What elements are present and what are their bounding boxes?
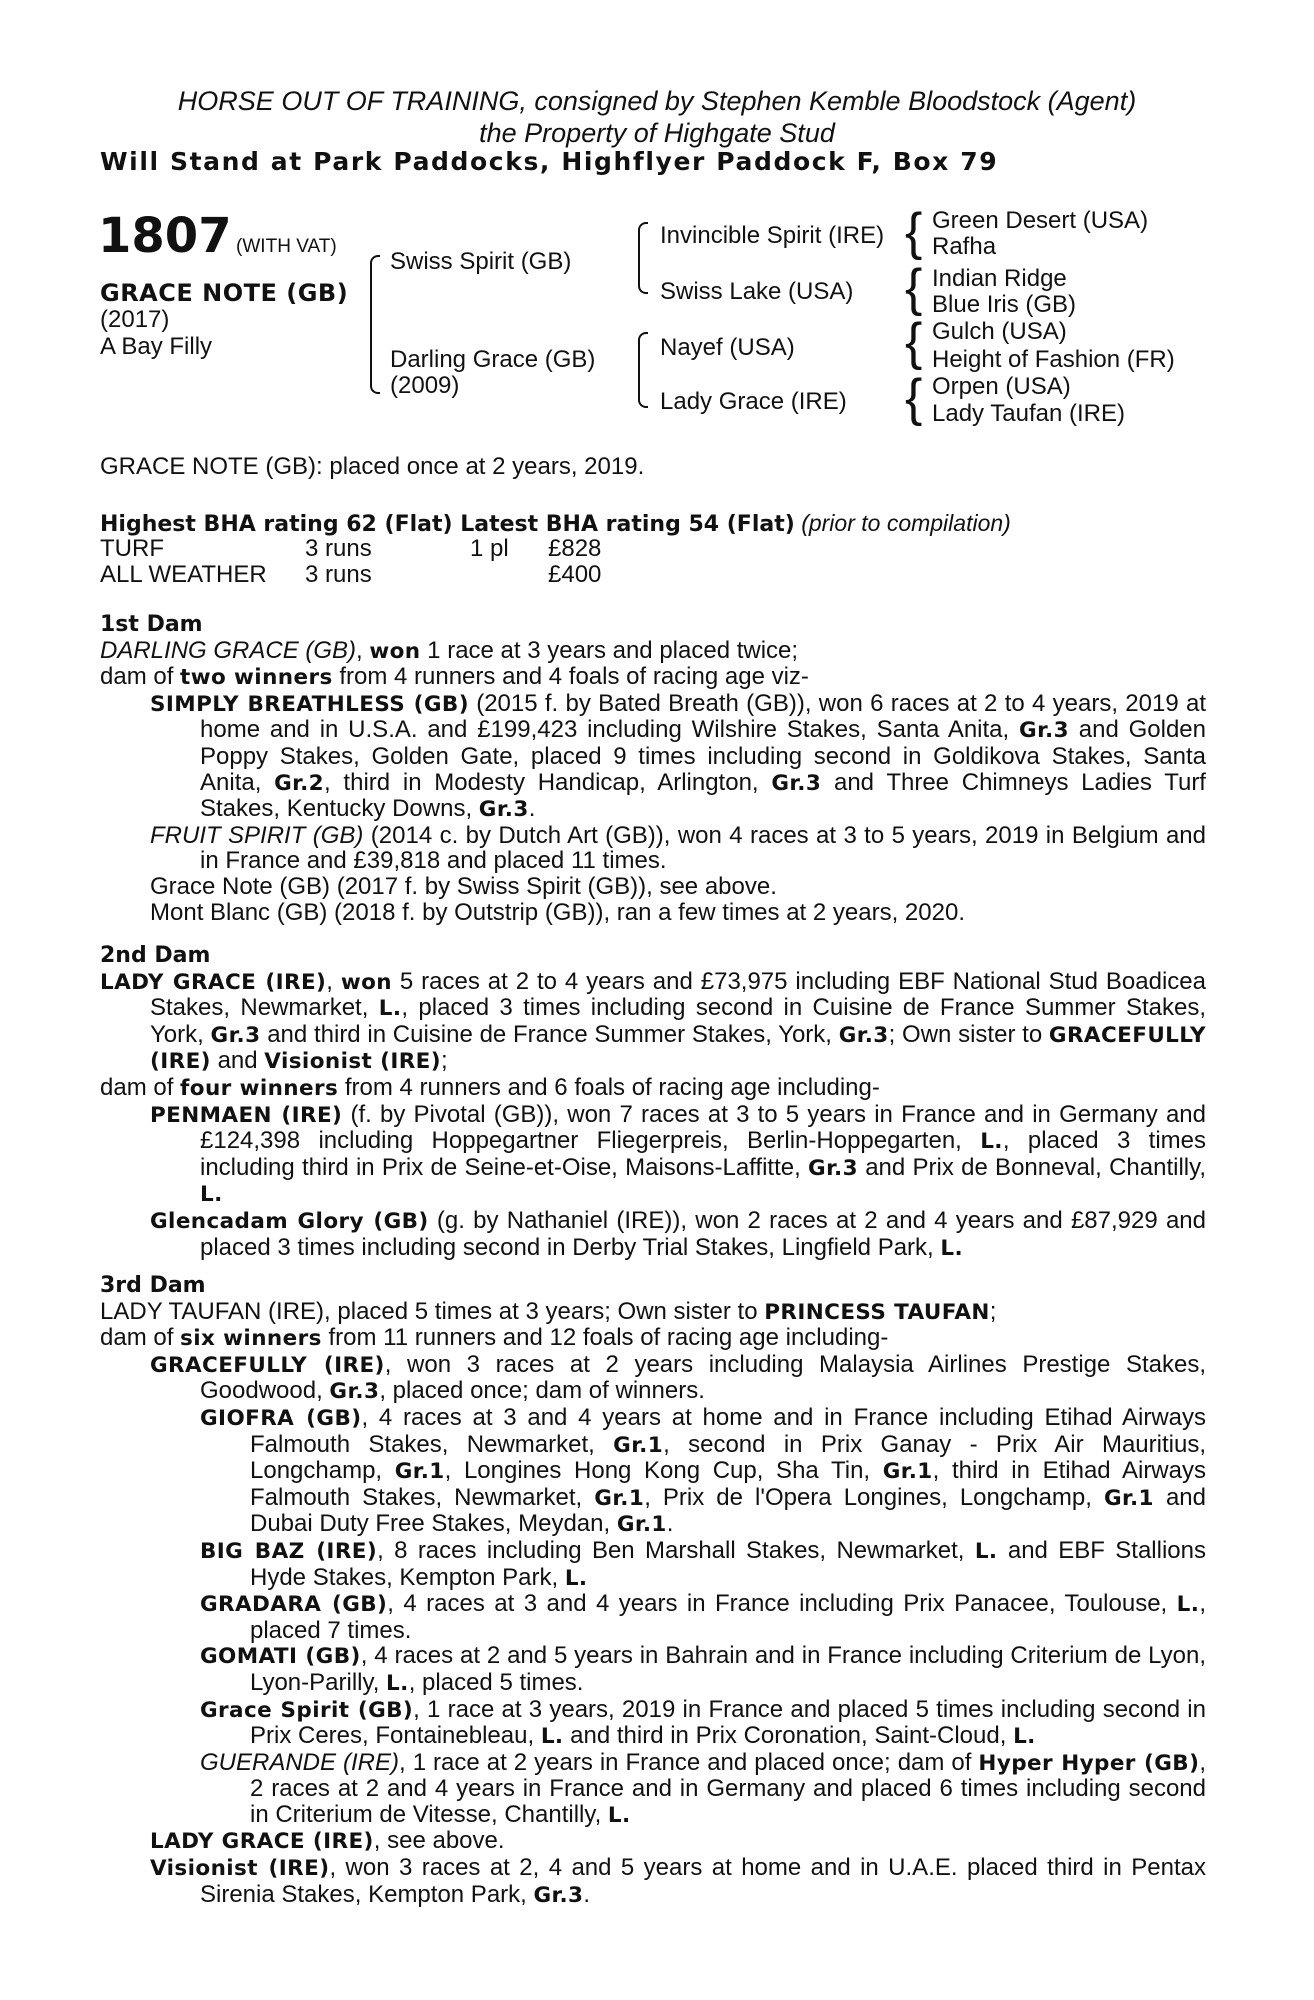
text: , 4 races at 3 and 4 years in France including Prix Panacee, Toulouse,: [387, 1590, 1177, 1618]
text: , placed once; dam of winners.: [379, 1377, 705, 1405]
grade: L.: [386, 1670, 409, 1696]
produce-entry: Mont Blanc (GB) (2018 f. by Outstrip (GB)), ran a few times at 2 years, 2020.: [150, 898, 965, 926]
text: , won 3 races at 2 years including Malaysia Airlines Prestige Stakes, Goodwood,: [200, 1350, 1206, 1405]
pedigree-brace: {: [905, 259, 923, 317]
text: .: [528, 795, 536, 823]
produce-name: FRUIT SPIRIT (GB): [150, 821, 364, 849]
text: , third in Modesty Handicap, Arlington,: [324, 768, 772, 796]
produce-entry: [150, 1352, 1206, 1405]
produce-name: BIG BAZ (IRE): [200, 1538, 378, 1564]
text: , 4 races at 2 and 5 years in Bahrain and in France including Criterium de Lyon, Lyon-Parilly,: [250, 1642, 1206, 1696]
second-dam-section: [100, 943, 1206, 1261]
text: (2014 c. by Dutch Art (GB)), won 4 races at 3 to 5 years, 2019 in Belgium and in France and £39,818 and placed 11 times.: [200, 821, 1206, 875]
pedigree-dam: Darling Grace (GB): [390, 346, 596, 373]
grade: L.: [1013, 1724, 1036, 1750]
grade: L.: [564, 1565, 588, 1591]
grade: Gr.1: [594, 1485, 645, 1511]
pedigree-gen3: Gulch (USA): [932, 318, 1067, 345]
bha-rating-text: Highest BHA rating 62 (Flat) Latest BHA rating 54 (Flat): [100, 512, 795, 537]
text: LADY TAUFAN (IRE), placed 5 times at 3 years; Own sister to: [100, 1297, 765, 1325]
third-dam-produce-intro: [100, 1325, 1206, 1352]
grade: L.: [200, 1182, 223, 1208]
first-dam-record: [100, 638, 1206, 665]
grade: Gr.3: [478, 797, 529, 823]
pedigree-gen3: Blue Iris (GB): [932, 291, 1077, 318]
text: .: [583, 1880, 591, 1908]
second-dam-heading: 2nd Dam: [100, 943, 211, 968]
bha-rating: [100, 510, 1011, 537]
first-dam-section: [100, 612, 1206, 925]
grade: L.: [540, 1724, 564, 1750]
vat-label: (WITH VAT): [236, 236, 337, 257]
text: , placed 3 times including second in Cuisine de France Summer Stakes, York,: [150, 994, 1206, 1048]
grand-produce-entry: [200, 1750, 1206, 1829]
runs-placed: 1 pl: [470, 535, 509, 562]
grade: Gr.2: [274, 770, 325, 796]
grade: Gr.1: [616, 1512, 667, 1538]
header-property: the Property of Highgate Stud: [479, 118, 835, 148]
text: and Prix de Bonneval, Chantilly,: [857, 1153, 1206, 1181]
winners-count: six winners: [180, 1326, 322, 1352]
grade: Gr.1: [882, 1459, 933, 1485]
pedigree-gen3: Indian Ridge: [932, 265, 1067, 292]
text: , won 3 races at 2, 4 and 5 years at home and in U.A.E. placed third in Pentax Sirenia Stakes, Kempton Park,: [200, 1854, 1206, 1908]
text: , Prix de l'Opera Longines, Longchamp,: [644, 1483, 1104, 1511]
pedigree-gen3: Lady Taufan (IRE): [932, 400, 1125, 427]
grade: Gr.3: [210, 1022, 261, 1048]
grade: Gr.3: [771, 770, 822, 796]
text: and Three Chimneys Ladies Turf Stakes, Kentucky Downs,: [200, 768, 1206, 823]
header-consignor: HORSE OUT OF TRAINING, consigned by Stephen Kemble Bloodstock (Agent): [177, 86, 1137, 116]
produce-entry: [150, 1855, 1206, 1908]
text: and Dubai Duty Free Stakes, Meydan,: [250, 1483, 1206, 1538]
pedigree-brace: {: [905, 203, 923, 261]
bha-rating-note: (prior to compilation): [801, 510, 1011, 536]
third-dam-heading: 3rd Dam: [100, 1273, 206, 1298]
text: , 4 races at 3 and 4 years at home and in France including Etihad Airways Falmouth Stakes, Newmarket,: [250, 1403, 1206, 1458]
grade: L.: [1176, 1592, 1200, 1618]
text: dam of: [100, 1324, 181, 1352]
text: ; Own sister to: [888, 1020, 1049, 1048]
pedigree-dam-year: (2009): [390, 372, 460, 399]
grade: Gr.1: [613, 1432, 664, 1458]
text: , 1 race at 3 years, 2019 in France and placed 5 times including second in Prix Ceres, Fontainebleau,: [250, 1695, 1206, 1750]
produce-name: GUERANDE (IRE): [200, 1748, 400, 1776]
produce-entry: [150, 1208, 1206, 1261]
text: and third in Cuisine de France Summer Stakes, York,: [260, 1020, 839, 1048]
produce-name: LADY GRACE (IRE): [150, 1829, 374, 1855]
grade: Gr.1: [1103, 1485, 1154, 1511]
second-dam-record: LADY GRACE (IRE), won 5 races at 2 to 4 years and £73,975 including EBF National Stud Boadicea Stakes, Newmarket, L., placed 3 times including second in Cuisine de France Summer Stakes, York, Gr.3 and third in Cuisine de France Summer Stakes, York, Gr.3; Own sister to GRACEFULLY (IRE) and Visionist (IRE);: [100, 967, 1206, 1075]
text: , 2 races at 2 and 4 years in France and in Germany and placed 6 times including second in Criterium de Vitesse, Chantilly,: [250, 1748, 1206, 1828]
dam-name: LADY GRACE (IRE): [100, 969, 327, 995]
horse-description: A Bay Filly: [100, 333, 213, 360]
grade: Gr.3: [808, 1155, 858, 1181]
grade: Gr.3: [1019, 718, 1069, 744]
third-dam-section: [100, 1273, 1206, 1908]
text: (2015 f. by Bated Breath (GB)), won 6 races at 2 to 4 years, 2019 at home and in U.S.A. and £199,423 including Wilshire Stakes, Santa Anita,: [200, 689, 1206, 744]
produce-entry: [150, 691, 1206, 823]
grade: Gr.3: [838, 1022, 889, 1048]
grade: L.: [378, 996, 402, 1022]
text: , placed 3 times including third in Prix de Seine-et-Oise, Maisons-Laffitte,: [200, 1127, 1207, 1181]
grade: Gr.1: [394, 1459, 445, 1485]
pedigree-dam-dam: Lady Grace (IRE): [660, 388, 847, 415]
header-location: Will Stand at Park Paddocks, Highflyer Paddock F, Box 79: [100, 147, 999, 176]
grand-produce-entry: [200, 1405, 1206, 1538]
grand-produce-entry: [200, 1643, 1206, 1696]
text: and third in Prix Coronation, Saint-Cloud,: [563, 1722, 1014, 1750]
produce-name: Visionist (IRE): [150, 1856, 330, 1882]
runs-count: 3 runs: [305, 561, 372, 588]
text: , second in Prix Ganay - Prix Air Mauritius, Longchamp,: [250, 1430, 1206, 1485]
text: from 4 runners and 6 foals of racing age including-: [338, 1073, 880, 1101]
runs-earnings: £400: [548, 561, 602, 588]
text: and Golden Poppy Stakes, Golden Gate, placed 9 times including second in Goldikova Stakes, Santa Anita,: [200, 716, 1206, 796]
produce-entry: Grace Note (GB) (2017 f. by Swiss Spirit (GB)), see above.: [150, 872, 777, 900]
produce-name: Hyper Hyper (GB): [978, 1750, 1200, 1776]
pedigree-sire-dam: Swiss Lake (USA): [660, 278, 854, 305]
pedigree-bracket: [638, 222, 648, 294]
text: , Longines Hong Kong Cup, Sha Tin,: [444, 1457, 883, 1485]
grade: L.: [607, 1802, 631, 1828]
produce-entry: [150, 1102, 1206, 1208]
first-dam-heading: 1st Dam: [100, 612, 203, 637]
text: , placed 7 times.: [250, 1590, 1206, 1644]
text: , 8 races including Ben Marshall Stakes, Newmarket,: [377, 1536, 975, 1564]
text: 5 races at 2 to 4 years and £73,975 including EBF National Stud Boadicea Stakes, Newmarket,: [150, 967, 1206, 1022]
lot-number-row: [98, 208, 337, 264]
runs-count: 3 runs: [305, 535, 372, 562]
sister-name: PRINCESS TAUFAN: [764, 1299, 990, 1325]
produce-entry: [150, 823, 1206, 874]
text: .: [666, 1510, 674, 1538]
produce-name: PENMAEN (IRE): [150, 1102, 343, 1128]
text: ,: [356, 636, 370, 664]
produce-name: Grace Spirit (GB): [200, 1697, 414, 1723]
won-label: won: [340, 969, 392, 995]
pedigree-sire-sire: Invincible Spirit (IRE): [660, 222, 885, 249]
runs-earnings: £828: [548, 535, 602, 562]
pedigree-gen3: Rafha: [932, 233, 997, 260]
third-dam-record: [100, 1299, 1206, 1326]
first-dam-produce-intro: [100, 664, 1206, 691]
pedigree-brace: {: [905, 313, 923, 371]
winners-count: two winners: [180, 665, 333, 691]
text: ;: [441, 1047, 448, 1075]
grade: Gr.3: [329, 1379, 380, 1405]
grand-produce-entry: [200, 1538, 1206, 1591]
pedigree-gen3: Height of Fashion (FR): [932, 346, 1175, 373]
grand-produce-entry: [200, 1591, 1206, 1643]
produce-name: GRADARA (GB): [200, 1592, 388, 1618]
winners-count: four winners: [180, 1075, 339, 1101]
grade: Gr.3: [533, 1882, 584, 1908]
produce-name: GRACEFULLY (IRE): [150, 1352, 385, 1378]
text: dam of: [100, 1073, 181, 1101]
pedigree-sire: Swiss Spirit (GB): [390, 248, 572, 275]
lot-number: 1807: [98, 208, 232, 264]
produce-entry: [150, 1828, 1206, 1855]
text: (f. by Pivotal (GB)), won 7 races at 3 to 5 years in France and in Germany and £124,398 including Hoppegartner Fliegerpreis, Berlin-Hoppegarten,: [200, 1100, 1207, 1155]
text: and EBF Stallions Hyde Stakes, Kempton Park,: [250, 1536, 1206, 1591]
produce-name: SIMPLY BREATHLESS (GB): [150, 691, 469, 717]
runs-surface: ALL WEATHER: [100, 561, 267, 588]
pedigree-dam-sire: Nayef (USA): [660, 334, 795, 361]
sister-name: GRACEFULLY (IRE): [150, 1022, 1206, 1075]
text: , 1 race at 2 years in France and placed once; dam of: [399, 1748, 979, 1776]
text: from 4 runners and 4 foals of racing age viz-: [332, 663, 809, 691]
won-label: won: [369, 638, 421, 664]
text: 1 race at 3 years and placed twice;: [420, 636, 799, 664]
pedigree-brace: {: [905, 369, 923, 427]
produce-name: Glencadam Glory (GB): [150, 1208, 429, 1234]
pedigree-gen3: Green Desert (USA): [932, 207, 1149, 234]
text: , see above.: [373, 1827, 505, 1855]
pedigree-bracket: [370, 255, 380, 394]
text: , placed 5 times.: [408, 1668, 584, 1696]
text: (g. by Nathaniel (IRE)), won 2 races at 2 and 4 years and £87,929 and placed 3 times including second in Derby Trial Stakes, Lingfield Park,: [200, 1206, 1206, 1261]
runs-surface: TURF: [100, 535, 164, 562]
text: ;: [989, 1297, 997, 1325]
horse-name: GRACE NOTE (GB): [100, 279, 349, 307]
grade: L.: [940, 1235, 964, 1261]
sister-name: Visionist (IRE): [264, 1049, 441, 1075]
text: dam of: [100, 663, 181, 691]
pedigree-bracket: [638, 332, 648, 408]
grand-produce-entry: [200, 1697, 1206, 1750]
produce-name: GOMATI (GB): [200, 1644, 361, 1670]
dam-name: DARLING GRACE (GB): [100, 636, 357, 664]
grade: L.: [974, 1538, 998, 1564]
produce-name: GIOFRA (GB): [200, 1405, 362, 1431]
grade: L.: [980, 1129, 1003, 1155]
race-summary: GRACE NOTE (GB): placed once at 2 years, 2019.: [100, 453, 645, 480]
pedigree-gen3: Orpen (USA): [932, 373, 1071, 400]
text: from 11 runners and 12 foals of racing age including-: [321, 1324, 889, 1352]
text: , third in Etihad Airways Falmouth Stakes, Newmarket,: [250, 1457, 1206, 1511]
second-dam-produce-intro: [100, 1075, 1206, 1102]
text: and: [210, 1047, 265, 1075]
horse-year: (2017): [100, 306, 170, 333]
